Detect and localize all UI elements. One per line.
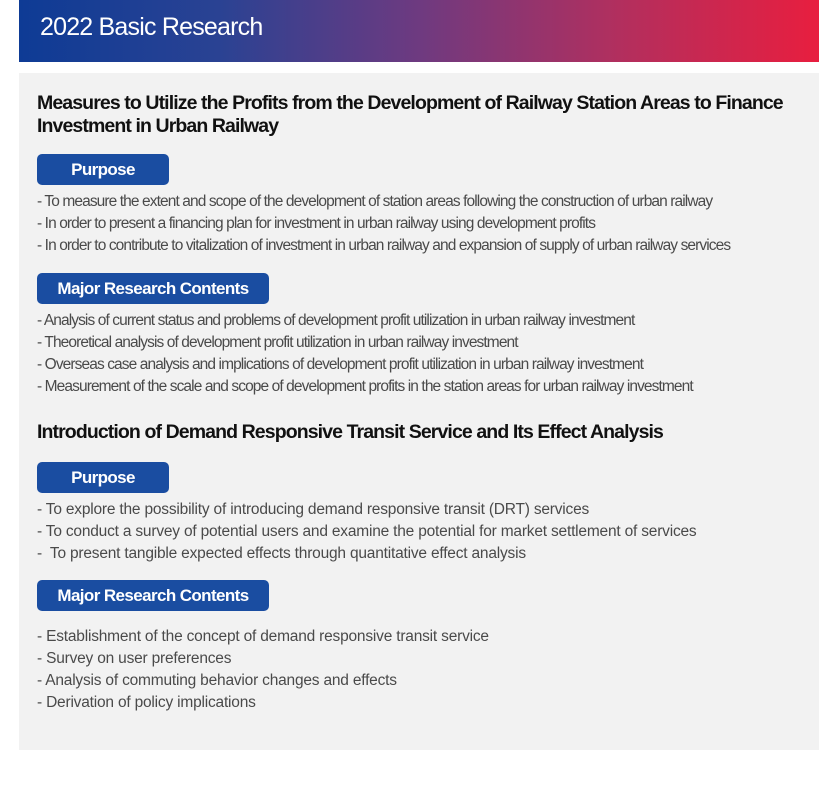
- project-title: Measures to Utilize the Profits from the Development of Railway Station Areas to Finance Investment in Urban Railway: [37, 92, 783, 137]
- header-banner: [19, 0, 819, 62]
- contents-list: [37, 310, 817, 398]
- list-item: - Theoretical analysis of development profit utilization in urban railway investment: [37, 334, 518, 351]
- purpose-label: Purpose: [37, 154, 169, 185]
- list-item: - To present tangible expected effects through quantitative effect analysis: [37, 545, 526, 562]
- project-title: Introduction of Demand Responsive Transit Service and Its Effect Analysis: [37, 421, 663, 443]
- list-item: - Survey on user preferences: [37, 650, 232, 667]
- contents-label: Major Research Contents: [37, 580, 269, 611]
- list-item: - Analysis of commuting behavior changes and effects: [37, 672, 397, 689]
- research-panel: [19, 73, 819, 750]
- list-item: - To conduct a survey of potential users and examine the potential for market settlement of services: [37, 523, 697, 540]
- contents-list: [37, 626, 817, 714]
- list-item: - In order to contribute to vitalization of investment in urban railway and expansion of supply of urban railway services: [37, 237, 731, 254]
- purpose-list: [37, 499, 817, 565]
- purpose-list: [37, 191, 817, 257]
- contents-label: Major Research Contents: [37, 273, 269, 304]
- list-item: - In order to present a financing plan for investment in urban railway using development profits: [37, 215, 596, 232]
- list-item: - Establishment of the concept of demand responsive transit service: [37, 628, 489, 645]
- list-item: - Analysis of current status and problems of development profit utilization in urban railway investment: [37, 312, 635, 329]
- page-title: 2022 Basic Research: [40, 13, 263, 41]
- list-item: - To explore the possibility of introducing demand responsive transit (DRT) services: [37, 501, 590, 518]
- list-item: - Measurement of the scale and scope of development profits in the station areas for urban railway investment: [37, 378, 693, 395]
- purpose-label: Purpose: [37, 462, 169, 493]
- list-item: - To measure the extent and scope of the development of station areas following the construction of urban railway: [37, 193, 713, 210]
- list-item: - Derivation of policy implications: [37, 694, 256, 711]
- list-item: - Overseas case analysis and implications of development profit utilization in urban railway investment: [37, 356, 643, 373]
